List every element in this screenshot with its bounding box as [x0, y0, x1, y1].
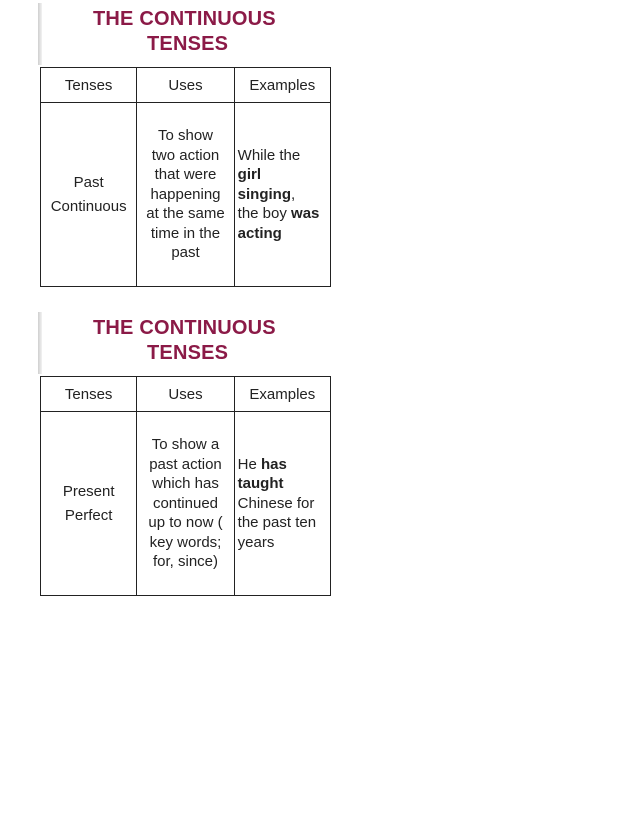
uses-line: past	[171, 244, 200, 262]
example-cell	[234, 412, 330, 596]
uses-line: past action	[149, 455, 222, 473]
table-row	[41, 103, 331, 287]
example-bold: taught	[237, 475, 284, 493]
header-uses: Uses	[137, 377, 234, 412]
tenses-table	[40, 67, 331, 287]
slide-past-continuous	[38, 3, 332, 290]
tense-cell	[41, 412, 137, 596]
table-header-row	[41, 377, 331, 412]
uses-line: continued	[152, 494, 219, 512]
uses-line: that were	[154, 166, 217, 184]
header-tenses: Tenses	[41, 377, 137, 412]
header-uses: Uses	[137, 68, 234, 103]
example-line	[238, 165, 328, 185]
header-examples: Examples	[234, 377, 330, 412]
tense-cell	[41, 103, 137, 287]
uses-line: for, since)	[152, 553, 218, 571]
uses-line: To show	[157, 127, 213, 145]
example-line	[238, 204, 328, 224]
table-row	[41, 412, 331, 596]
tense-line: Perfect	[64, 506, 113, 524]
uses-line: time in the	[150, 224, 221, 242]
uses-cell	[137, 103, 234, 287]
table-header-row	[41, 68, 331, 103]
example-text: ,	[290, 185, 296, 203]
example-line	[238, 513, 328, 533]
example-bold: girl	[237, 166, 261, 184]
uses-line: which has	[152, 475, 219, 493]
uses-line: up to now (	[148, 514, 223, 532]
uses-line: at the same	[146, 205, 225, 223]
example-cell	[234, 103, 330, 287]
slide-edge-shadow	[38, 3, 42, 65]
example-line	[238, 146, 328, 166]
example-text: While the	[237, 146, 301, 164]
title-line-1: THE CONTINUOUS	[93, 317, 276, 339]
example-line	[238, 185, 328, 205]
example-text: the past ten	[237, 514, 317, 532]
tense-line: Present	[62, 482, 115, 500]
title-line-2: TENSES	[147, 342, 229, 364]
tense-line: Past	[73, 173, 104, 191]
slide-title	[93, 316, 276, 366]
example-text: He	[237, 455, 261, 473]
tenses-table	[40, 376, 331, 596]
slide-title	[93, 7, 276, 57]
uses-cell	[137, 412, 234, 596]
example-bold: was	[291, 205, 320, 223]
example-bold: acting	[237, 224, 282, 242]
example-line	[238, 224, 328, 244]
example-line	[238, 533, 328, 553]
uses-line: two action	[151, 146, 220, 164]
example-text: Chinese for	[237, 494, 315, 512]
slide-edge-shadow	[38, 312, 42, 374]
header-examples: Examples	[234, 68, 330, 103]
example-bold: singing	[237, 185, 291, 203]
title-line-1: THE CONTINUOUS	[93, 8, 276, 30]
uses-line: To show a	[151, 436, 220, 454]
title-line-2: TENSES	[147, 33, 229, 55]
example-line	[238, 494, 328, 514]
uses-line: happening	[150, 185, 221, 203]
uses-line: key words;	[149, 533, 222, 551]
example-bold: has	[261, 455, 287, 473]
header-tenses: Tenses	[41, 68, 137, 103]
tense-line: Continuous	[50, 197, 127, 215]
slide-present-perfect	[38, 312, 332, 599]
example-text: the boy	[237, 205, 292, 223]
example-text: years	[237, 533, 275, 551]
example-line	[238, 455, 328, 475]
example-line	[238, 474, 328, 494]
